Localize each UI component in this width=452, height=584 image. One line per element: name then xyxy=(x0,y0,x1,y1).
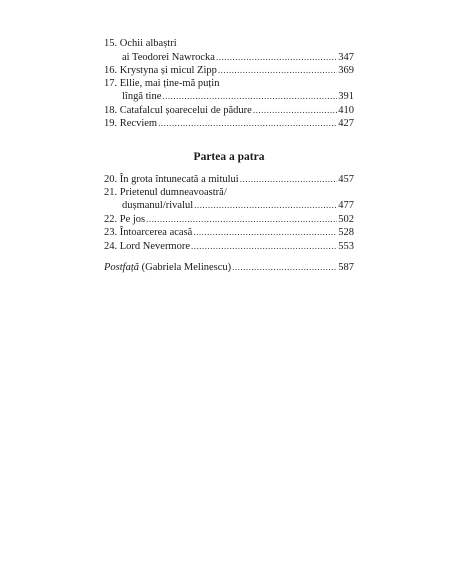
toc-page-number: 528 xyxy=(338,227,354,238)
dot-leader xyxy=(191,240,337,253)
toc-entry-title: 21. Prietenul dumneavoastră/ xyxy=(104,186,227,198)
toc-page-number: 369 xyxy=(338,65,354,76)
toc-section-part-four xyxy=(104,173,354,253)
toc-entry-17 xyxy=(104,78,354,104)
toc-page-number: 502 xyxy=(338,213,354,225)
dot-leader xyxy=(218,64,337,77)
toc-page-number: 553 xyxy=(338,240,354,252)
toc-entry-title-continuation: ai Teodorei Nawrocka xyxy=(122,51,215,63)
toc-entry-18 xyxy=(104,104,354,118)
toc-entry-title-continuation: lîngă tine xyxy=(122,91,162,102)
dot-leader xyxy=(146,213,337,226)
toc-page-number: 427 xyxy=(338,118,354,129)
toc-section-part-three xyxy=(104,38,354,131)
toc-entry-title: 22. Pe jos xyxy=(104,213,146,225)
toc-entry-15 xyxy=(104,38,354,64)
part-heading: Partea a patra xyxy=(193,150,265,163)
afterword-title: Postfață xyxy=(104,262,140,273)
toc-entry-title: 18. Catafalcul șoarecelui de pădure xyxy=(104,104,252,116)
toc-entry-title xyxy=(104,262,231,275)
table-of-contents xyxy=(104,38,354,275)
toc-entry-title-continuation: dușmanul/rivalul xyxy=(122,200,194,211)
toc-entry-afterword xyxy=(104,261,354,275)
toc-entry-24 xyxy=(104,240,354,254)
toc-entry-19 xyxy=(104,117,354,131)
toc-entry-title: 24. Lord Nevermore xyxy=(104,240,191,252)
toc-entry-title: 23. Întoarcerea acasă xyxy=(104,227,193,238)
dot-leader xyxy=(232,261,337,274)
toc-entry-title: 15. Ochii albaștri xyxy=(104,38,177,49)
toc-entry-22 xyxy=(104,213,354,227)
dot-leader xyxy=(193,226,337,239)
toc-page-number: 410 xyxy=(338,104,354,116)
toc-page-number: 477 xyxy=(338,200,354,211)
dot-leader xyxy=(194,199,337,212)
toc-entry-title: 17. Ellie, mai ține-mă puțin xyxy=(104,77,220,89)
toc-page-number: 347 xyxy=(338,51,354,63)
toc-entry-title: 20. În grota întunecată a mitului xyxy=(104,174,239,185)
toc-page-number: 457 xyxy=(338,174,354,185)
toc-entry-title: 16. Krystyna și micul Zipp xyxy=(104,65,217,76)
dot-leader xyxy=(158,117,337,130)
toc-entry-16 xyxy=(104,64,354,78)
afterword-author: (Gabriela Melinescu) xyxy=(141,262,232,273)
toc-page-number: 391 xyxy=(338,91,354,102)
toc-entry-21 xyxy=(104,187,354,213)
toc-page-number: 587 xyxy=(338,262,354,273)
dot-leader xyxy=(162,90,337,103)
dot-leader xyxy=(253,104,337,117)
dot-leader xyxy=(240,173,338,186)
dot-leader xyxy=(216,51,337,64)
toc-entry-23 xyxy=(104,226,354,240)
toc-entry-20 xyxy=(104,173,354,187)
toc-entry-title: 19. Recviem xyxy=(104,118,158,129)
